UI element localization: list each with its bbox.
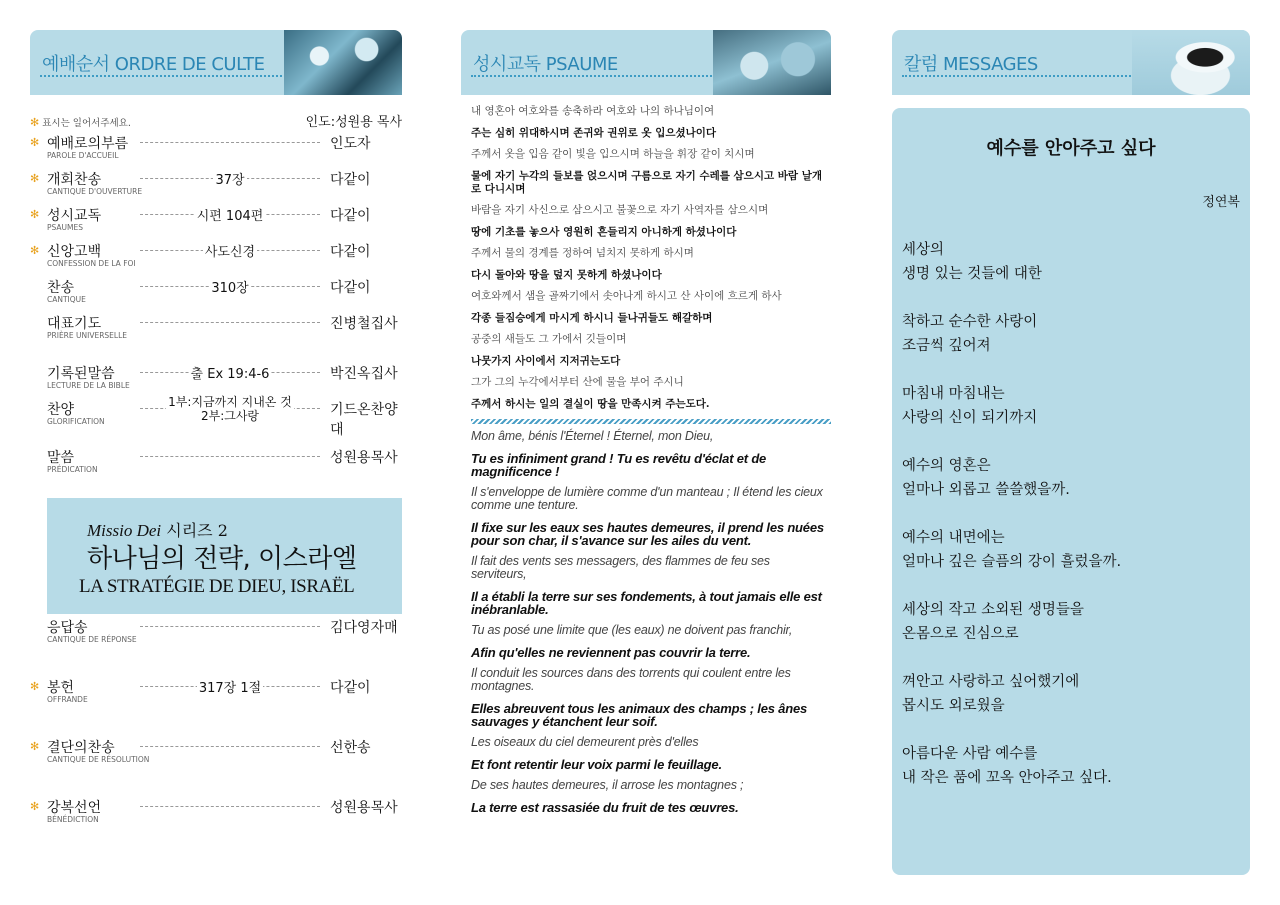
order-item-person: 다같이 [330, 680, 371, 696]
order-item-french: CANTIQUE DE RÉPONSE [47, 635, 137, 644]
poem-stanza [902, 526, 1121, 574]
psalm-leader-line-fr: Il fait des vents ses messagers, des flammes de feu ses serviteurs, [471, 554, 770, 581]
psalm-response-line: 주는 심히 위대하시며 존귀와 권위로 옷 입으셨나이다 [471, 126, 717, 139]
leader-dashes [140, 142, 320, 143]
poem-line: 내 작은 품에 꼬옥 안아주고 싶다. [902, 770, 1112, 786]
series-label-number: 시리즈 2 [166, 521, 228, 540]
poem-line: 아름다운 사람 예수를 [902, 746, 1038, 762]
order-item [30, 617, 402, 643]
messages-column [892, 30, 1250, 786]
psalm-leader-line-fr: Il conduit les sources dans des torrents qui coulent entre les montagnes. [471, 666, 791, 693]
psalm-header-title: 성시교독 PSAUME [473, 54, 618, 75]
psalm-leader-line-fr: Tu as posé une limite que (les eaux) ne doivent pas franchir, [471, 623, 793, 637]
order-item-french: PRÉDICATION [47, 465, 98, 474]
order-item-detail: 310장 [211, 281, 249, 296]
poem-line: 예수의 내면에는 [902, 530, 1005, 546]
order-item-detail: 사도신경 [204, 245, 256, 260]
order-item-detail: 시편 104편 [196, 209, 264, 224]
psalm-leader-line-fr: Les oiseaux du ciel demeurent près d'elles [471, 735, 699, 749]
poem-line: 얼마나 깊은 슬픔의 강이 흘렀을까. [902, 554, 1122, 570]
sermon-series-box [47, 498, 402, 614]
order-item-title: 기록된말씀 [47, 366, 115, 382]
series-label-italic: Missio Dei [87, 521, 162, 540]
psalm-response-line: 땅에 기초를 놓으사 영원히 흔들리지 아니하게 하셨나이다 [471, 225, 737, 238]
poem-stanza [902, 742, 1121, 790]
order-header-title: 예배순서 ORDRE DE CULTE [42, 54, 265, 75]
order-item-person: 다같이 [330, 280, 371, 296]
poem-line: 생명 있는 것들에 대한 [902, 266, 1042, 282]
star-icon: ✻ [30, 172, 40, 185]
standing-note [30, 115, 131, 129]
star-icon: ✻ [30, 800, 40, 813]
order-item-title: 대표기도 [47, 316, 102, 332]
order-item-french: CANTIQUE [47, 295, 86, 304]
order-of-worship-column [30, 30, 402, 824]
poem-stanza [902, 598, 1121, 646]
order-item [30, 447, 402, 473]
leader-dashes [140, 746, 320, 747]
order-item-title: 개회찬송 [47, 172, 102, 188]
poem-stanza [902, 454, 1121, 502]
psalm-header [461, 30, 831, 95]
star-icon: ✻ [30, 680, 40, 693]
star-icon: ✻ [30, 740, 40, 753]
psalm-response-line: 다시 돌아와 땅을 덮지 못하게 하셨나이다 [471, 268, 662, 281]
order-item-person: 다같이 [330, 172, 371, 188]
order-item-french: GLORIFICATION [47, 417, 105, 426]
leader-dashes [140, 322, 320, 323]
order-item-person: 기드온찬양대 [330, 402, 398, 438]
order-item-person: 진병철집사 [330, 316, 398, 332]
header-dotted-line [40, 75, 290, 77]
psalm-response-line: 나뭇가지 사이에서 지저귀는도다 [471, 354, 621, 367]
poem-line: 몹시도 외로웠을 [902, 698, 1005, 714]
leader-dashes [140, 626, 320, 627]
order-item-title: 말씀 [47, 450, 75, 466]
star-icon: ✻ [30, 116, 40, 129]
psalm-leader-line: 주께서 옷을 입음 같이 빛을 입으시며 하늘을 휘장 같이 치시며 [471, 148, 755, 160]
order-item-person: 선한송 [330, 740, 371, 756]
order-item-french: OFFRANDE [47, 695, 88, 704]
order-item [30, 169, 402, 195]
leader-dashes [140, 806, 320, 807]
order-header [30, 30, 402, 95]
header-image-cups [713, 30, 831, 95]
poem-line: 마침내 마침내는 [902, 386, 1005, 402]
order-item-french: PRIÈRE UNIVERSELLE [47, 331, 128, 340]
poem-title: 예수를 안아주고 싶다 [986, 138, 1156, 159]
order-note-row [30, 111, 402, 133]
psalm-leader-line-fr: Il s'enveloppe de lumière comme d'un manteau ; Il étend les cieux comme une tenture. [471, 485, 823, 512]
order-item-title: 성시교독 [47, 208, 102, 224]
header-dotted-line [902, 75, 1138, 77]
order-item [30, 797, 402, 823]
star-icon: ✻ [30, 208, 40, 221]
poem-line: 조금씩 깊어져 [902, 338, 991, 354]
psalm-response-line-fr: Il a établi la terre sur ses fondements, à tout jamais elle est inébranlable. [471, 588, 822, 617]
order-item [30, 677, 402, 703]
standing-note-text: 표시는 일어서주세요. [42, 118, 131, 129]
poem-line: 얼마나 외롭고 쓸쓸했을까. [902, 482, 1070, 498]
psalm-response-line-fr: Tu es infiniment grand ! Tu es revêtu d'éclat et de magnificence ! [471, 450, 767, 479]
poem-line: 사랑의 신이 되기까지 [902, 410, 1038, 426]
order-item-person: 인도자 [330, 136, 371, 152]
order-item-title: 신앙고백 [47, 244, 102, 260]
poem-line: 세상의 작고 소외된 생명들을 [902, 602, 1084, 618]
poem-stanza [902, 670, 1121, 718]
psalm-divider [471, 419, 831, 424]
psalm-response-line: 주께서 하시는 일의 결실이 땅을 만족시켜 주는도다. [471, 397, 710, 410]
poem-stanza [902, 238, 1121, 286]
order-item-person: 다같이 [330, 244, 371, 260]
psalm-leader-line: 그가 그의 누각에서부터 산에 물을 부어 주시니 [471, 376, 684, 388]
order-item-french: LECTURE DE LA BIBLE [47, 381, 130, 390]
order-item-detail: 출 Ex 19:4-6 [190, 367, 270, 382]
psalm-leader-line: 주께서 물의 경계를 정하여 넘치지 못하게 하시며 [471, 247, 694, 259]
leader-dashes [140, 456, 320, 457]
poem-author: 정연복 [1202, 195, 1240, 210]
poem-line: 착하고 순수한 사랑이 [902, 314, 1038, 330]
psalm-leader-line: 바람을 자기 사신으로 삼으시고 불꽃으로 자기 사역자를 삼으시며 [471, 204, 769, 216]
order-item-french: BÉNÉDICTION [47, 815, 99, 824]
poem-line: 껴안고 사랑하고 싶어했기에 [902, 674, 1080, 690]
series-title-ko: 하나님의 전략, 이스라엘 [87, 544, 357, 574]
poem-line: 세상의 [902, 242, 945, 258]
order-item-person: 김다영자매 [330, 620, 398, 636]
header-image-coffee [1132, 30, 1250, 95]
psalm-response-line-fr: La terre est rassasiée du fruit de tes œuvres. [471, 799, 739, 815]
psalm-leader-line: 공중의 새들도 그 가에서 깃들이며 [471, 333, 627, 345]
order-item-person: 성원용목사 [330, 450, 398, 466]
order-item [30, 313, 402, 339]
poem-line: 예수의 영혼은 [902, 458, 991, 474]
column-message-panel [892, 108, 1250, 875]
poem-stanza [902, 382, 1121, 430]
order-item-person: 박진옥집사 [330, 366, 398, 382]
psalm-french [461, 430, 831, 814]
order-item-title: 찬송 [47, 280, 75, 296]
order-item-french: PSAUMES [47, 223, 84, 232]
order-item-title: 봉헌 [47, 680, 75, 696]
psalm-response-line: 물에 자기 누각의 들보를 얹으시며 구름으로 자기 수레를 삼으시고 바람 날개로 다니시며 [471, 169, 822, 195]
order-item [30, 363, 402, 389]
poem-stanza [902, 310, 1121, 358]
header-image-cubes [284, 30, 402, 95]
psalm-leader-line-fr: De ses hautes demeures, il arrose les montagnes ; [471, 778, 744, 792]
order-item-french: CANTIQUE D'OUVERTURE [47, 187, 143, 196]
psalm-response-line-fr: Afin qu'elles ne reviennent pas couvrir la terre. [471, 644, 751, 660]
psalm-response-line-fr: Elles abreuvent tous les animaux des champs ; les ânes sauvages y étanchent leur soif. [471, 700, 808, 729]
psalm-leader-line: 여호와께서 샘을 골짜기에서 솟아나게 하시고 산 사이에 흐르게 하사 [471, 290, 782, 302]
order-item-french: CANTIQUE DE RÉSOLUTION [47, 755, 150, 764]
order-item-title: 찬양 [47, 402, 75, 418]
order-item-title: 강복선언 [47, 800, 102, 816]
order-item [30, 277, 402, 303]
order-item-person: 다같이 [330, 208, 371, 224]
star-icon: ✻ [30, 244, 40, 257]
star-icon: ✻ [30, 136, 40, 149]
psalm-column [461, 30, 831, 822]
order-item-french: CONFESSION DE LA FOI [47, 259, 136, 268]
order-item-title: 응답송 [47, 620, 88, 636]
series-title-fr: LA STRATÉGIE DE DIEU, ISRAËL [79, 576, 355, 597]
service-leader: 인도:성원용 목사 [305, 115, 402, 130]
order-item [30, 241, 402, 267]
order-item-detail: 37장 [215, 173, 245, 188]
order-item-person: 성원용목사 [330, 800, 398, 816]
order-item [30, 133, 402, 159]
psalm-leader-line-fr: Mon âme, bénis l'Éternel ! Éternel, mon Dieu, [471, 429, 714, 443]
order-item-title: 예배로의부름 [47, 136, 129, 152]
psalm-korean [461, 105, 831, 411]
order-item-title: 결단의찬송 [47, 740, 115, 756]
order-item-detail: 317장 1절 [198, 681, 262, 696]
order-item-detail: 1부:지금까지 지내온 것 2부:그사랑 [168, 395, 292, 423]
header-dotted-line [471, 75, 719, 77]
psalm-response-line: 각종 들짐승에게 마시게 하시니 들나귀들도 해갈하며 [471, 311, 713, 324]
poem-line: 온몸으로 진심으로 [902, 626, 1019, 642]
psalm-response-line-fr: Et font retentir leur voix parmi le feuillage. [471, 756, 722, 772]
psalm-leader-line: 내 영혼아 여호와를 송축하라 여호와 나의 하나님이여 [471, 105, 715, 117]
order-item [30, 737, 402, 763]
messages-header [892, 30, 1250, 95]
messages-header-title: 칼럼 MESSAGES [904, 54, 1038, 75]
order-item [30, 395, 402, 438]
poem-stanzas [902, 238, 1121, 814]
psalm-response-line-fr: Il fixe sur les eaux ses hautes demeures, il prend les nuées pour son char, il s'avance sur les ailes du vent. [471, 519, 824, 548]
order-item [30, 205, 402, 231]
order-item-french: PAROLE D'ACCUEIL [47, 151, 119, 160]
